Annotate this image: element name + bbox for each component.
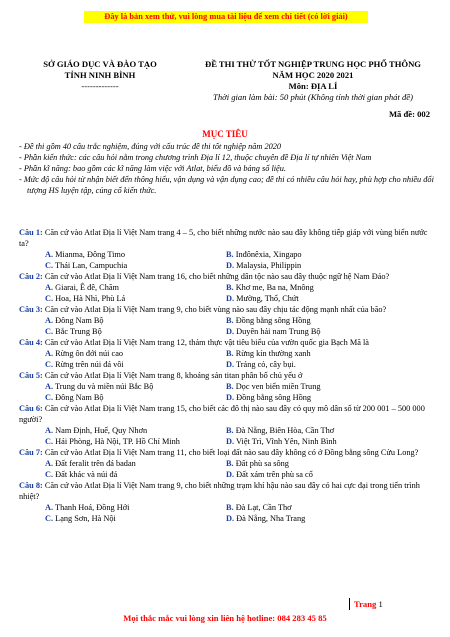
question	[19, 337, 439, 348]
option-key: B.	[226, 459, 234, 468]
option-text: Giarai, Ê đê, Chăm	[55, 283, 119, 292]
objective-item: - Đề thi gồm 40 câu trắc nghiệm, đúng với cấu trúc đề thi tốt nghiệp năm 2020	[19, 142, 282, 151]
option-text: Nam Định, Huế, Quy Nhơn	[55, 426, 148, 435]
option-text: Đồng bằng sông Hồng	[235, 316, 311, 325]
options-row	[19, 458, 439, 469]
option	[226, 502, 407, 513]
option	[226, 315, 407, 326]
options-row	[19, 392, 439, 403]
option-key: A.	[45, 349, 54, 358]
option-key: A.	[45, 382, 54, 391]
option-key: C.	[45, 470, 54, 479]
option-text: Duyên hải nam Trung Bộ	[236, 327, 321, 336]
option	[45, 282, 226, 293]
question	[19, 480, 439, 502]
option-key: A.	[45, 503, 54, 512]
question-text: Căn cứ vào Atlat Địa lí Việt Nam trang 8, khoáng sản titan phân bố chủ yếu ở	[44, 371, 303, 380]
province-name: TỈNH NINH BÌNH	[64, 70, 136, 80]
option-text: Hoa, Hà Nhì, Phù Lá	[55, 294, 126, 303]
question-label: Câu 4:	[19, 338, 43, 347]
school-year: NĂM HỌC 2020 2021	[272, 70, 354, 80]
option	[226, 326, 407, 337]
page-number-value: 1	[378, 599, 383, 609]
options-row	[19, 436, 439, 447]
question-label: Câu 6:	[19, 404, 43, 413]
option-key: B.	[226, 503, 234, 512]
question	[19, 370, 439, 381]
option-key: B.	[226, 426, 234, 435]
page-label: Trang	[354, 599, 377, 609]
objective-item: - Phần kiến thức: các câu hỏi nằm trong chương trình Địa lí 12, thuộc chuyên đề Địa lí tự nhiên Việt Nam	[19, 153, 372, 162]
option	[45, 260, 226, 271]
preview-banner: Đây là bản xem thử, vui lòng mua tài liệu để xem chi tiết (có lời giải)	[84, 11, 368, 23]
option-text: Đất xám trên phù sa cổ	[236, 470, 313, 479]
objectives-title: MỤC TIÊU	[202, 129, 248, 139]
option-key: C.	[45, 437, 54, 446]
option-text: Mường, Thổ, Chứt	[236, 294, 299, 303]
option-text: Trung du và miền núi Bắc Bộ	[55, 382, 154, 391]
option-text: Đông Nam Bộ	[55, 393, 104, 402]
option-text: Đà Nẵng, Nha Trang	[236, 514, 306, 523]
option-text: Thái Lan, Campuchia	[55, 261, 128, 270]
option-key: A.	[45, 283, 54, 292]
option-key: A.	[45, 250, 54, 259]
question-text: Căn cứ vào Atlat Địa lí Việt Nam trang 16, cho biết những dân tộc nào sau đây thuộc ngữ hệ Nam Đảo?	[44, 272, 390, 281]
option-text: Đất khác và núi đá	[55, 470, 118, 479]
option	[45, 315, 226, 326]
option-text: Inđônêxia, Xingapo	[235, 250, 302, 259]
header-right	[182, 59, 444, 103]
option	[45, 458, 226, 469]
objective-item: - Mức độ câu hỏi từ nhận biết đến thông hiểu, vận dụng và vận dụng cao; đề thi có nhiều câu hỏi hay, phù hợp cho nhiều đối tượng HS luyện tập, củng cố kiến thức.	[19, 175, 434, 195]
option-key: C.	[45, 393, 54, 402]
option-text: Bắc Trung Bộ	[55, 327, 102, 336]
option-text: Malaysia, Philippin	[236, 261, 302, 270]
option-key: D.	[226, 294, 235, 303]
objectives-list	[19, 141, 437, 196]
option-key: D.	[226, 393, 235, 402]
option	[45, 436, 226, 447]
options-row	[19, 513, 439, 524]
option-text: Mianma, Đông Timo	[55, 250, 125, 259]
option-key: B.	[226, 250, 234, 259]
header-left	[20, 59, 180, 92]
options-row	[19, 469, 439, 480]
option	[45, 392, 226, 403]
option	[45, 348, 226, 359]
option	[45, 293, 226, 304]
option-text: Đất phù sa sông	[235, 459, 289, 468]
option	[226, 381, 407, 392]
question	[19, 447, 439, 458]
option-text: Đà Nẵng, Biên Hòa, Cần Thơ	[235, 426, 335, 435]
option-text: Đồng bằng sông Hồng	[236, 393, 312, 402]
option	[45, 513, 226, 524]
option-text: Đông Nam Bộ	[55, 316, 104, 325]
option	[45, 326, 226, 337]
options-row	[19, 502, 439, 513]
option	[226, 458, 407, 469]
option	[226, 392, 407, 403]
option	[226, 436, 407, 447]
question-text: Căn cứ vào Atlat Địa lí Việt Nam trang 15, cho biết các đô thị nào sau đây có quy mô dân số từ 200 001 – 500 000 người?	[19, 404, 425, 424]
option	[226, 359, 407, 370]
options-row	[19, 315, 439, 326]
option-text: Việt Trì, Vĩnh Yên, Ninh Bình	[236, 437, 337, 446]
header-divider: -------------	[81, 81, 119, 91]
option-key: C.	[45, 294, 54, 303]
question-text: Căn cứ vào Atlat Địa lí Việt Nam trang 9, cho biết những trạm khí hậu nào sau đây có hai cực đại trong tiến trình nhiệt?	[19, 481, 420, 501]
option-key: C.	[45, 327, 54, 336]
question-label: Câu 1:	[19, 228, 43, 237]
option-key: C.	[45, 360, 54, 369]
option-text: Dọc ven biển miền Trung	[235, 382, 321, 391]
option-text: Đất feralit trên đá badan	[55, 459, 136, 468]
option-text: Thanh Hoá, Đồng Hới	[55, 503, 130, 512]
option-text: Rừng kín thường xanh	[235, 349, 311, 358]
option-key: D.	[226, 514, 235, 523]
option-key: D.	[226, 327, 235, 336]
question-text: Căn cứ vào Atlat Địa lí Việt Nam trang 9, cho biết vùng nào sau đây chịu tác động mạnh nhất của bão?	[44, 305, 387, 314]
options-row	[19, 293, 439, 304]
option-text: Đà Lạt, Cần Thơ	[235, 503, 292, 512]
question-label: Câu 5:	[19, 371, 43, 380]
option	[45, 381, 226, 392]
option	[226, 425, 407, 436]
department-name: SỞ GIÁO DỤC VÀ ĐÀO TẠO	[43, 59, 157, 69]
question-label: Câu 8:	[19, 481, 43, 490]
question-label: Câu 2:	[19, 272, 43, 281]
question-label: Câu 3:	[19, 305, 43, 314]
options-row	[19, 348, 439, 359]
question-text: Căn cứ vào Atlat Địa lí Việt Nam trang 4 – 5, cho biết những nước nào sau đây không tiếp giáp với vùng biển nước ta?	[19, 228, 428, 248]
option	[45, 469, 226, 480]
option	[45, 502, 226, 513]
options-row	[19, 326, 439, 337]
question-text: Căn cứ vào Atlat Địa lí Việt Nam trang 11, cho biết loại đất nào sau đây không có ở Đồng bằng sông Cửu Long?	[44, 448, 419, 457]
objective-item: - Phần kĩ năng: bao gồm các kĩ năng làm việc với Atlat, biểu đồ và bảng số liệu.	[19, 164, 286, 173]
option	[226, 249, 407, 260]
option-text: Khơ me, Ba na, Mnông	[235, 283, 314, 292]
option-key: A.	[45, 426, 54, 435]
time-limit: Thời gian làm bài: 50 phút (Không tính thời gian phát đề)	[213, 92, 413, 102]
options-row	[19, 282, 439, 293]
option-text: Trảng cỏ, cây bụi.	[236, 360, 296, 369]
option-key: D.	[226, 261, 235, 270]
options-row	[19, 425, 439, 436]
option-key: B.	[226, 316, 234, 325]
option-key: B.	[226, 349, 234, 358]
option	[226, 282, 407, 293]
option-key: A.	[45, 316, 54, 325]
options-row	[19, 381, 439, 392]
option-key: C.	[45, 514, 54, 523]
options-row	[19, 249, 439, 260]
question	[19, 403, 439, 425]
option-key: D.	[226, 470, 235, 479]
option-key: D.	[226, 437, 235, 446]
option-text: Rừng trên núi đá vôi	[55, 360, 124, 369]
option	[45, 425, 226, 436]
option-key: B.	[226, 283, 234, 292]
option-key: C.	[45, 261, 54, 270]
options-row	[19, 359, 439, 370]
option	[226, 469, 407, 480]
option	[45, 249, 226, 260]
hotline-footer: Mọi thắc mắc vui lòng xin liên hệ hotline: 084 283 45 85	[123, 613, 327, 623]
exam-code: Mã đề: 002	[388, 109, 430, 119]
question	[19, 271, 439, 282]
question	[19, 304, 439, 315]
subject: Môn: ĐỊA LÍ	[288, 81, 338, 91]
option-text: Hải Phòng, Hà Nội, TP. Hồ Chí Minh	[55, 437, 180, 446]
option-key: D.	[226, 360, 235, 369]
option-text: Rừng ôn đới núi cao	[55, 349, 124, 358]
option	[45, 359, 226, 370]
option-key: A.	[45, 459, 54, 468]
option	[226, 513, 407, 524]
question	[19, 227, 439, 249]
option-key: B.	[226, 382, 234, 391]
option	[226, 348, 407, 359]
exam-title: ĐỀ THI THỬ TỐT NGHIỆP TRUNG HỌC PHỔ THÔNG	[204, 59, 421, 69]
question-list	[19, 227, 439, 524]
question-text: Căn cứ vào Atlat Địa lí Việt Nam trang 12, thảm thực vật tiêu biểu của vườn quốc gia Bạch Mã là	[44, 338, 369, 347]
page-number	[349, 598, 383, 610]
option	[226, 293, 407, 304]
option	[226, 260, 407, 271]
option-text: Lạng Sơn, Hà Nội	[55, 514, 116, 523]
options-row	[19, 260, 439, 271]
question-label: Câu 7:	[19, 448, 43, 457]
